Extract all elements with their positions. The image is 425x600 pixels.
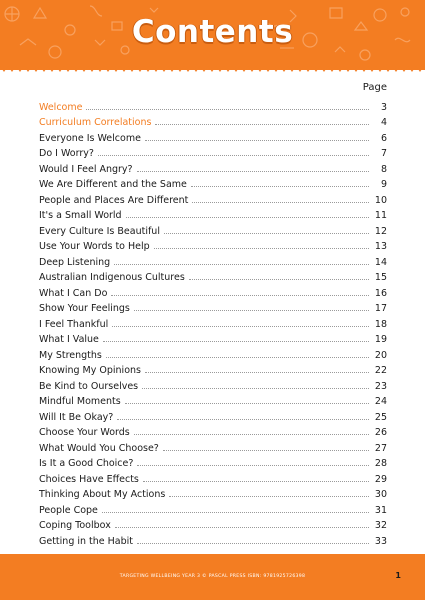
page-column-label: Page: [362, 82, 387, 93]
toc-entry-page: 18: [374, 318, 387, 330]
toc-entry-title: My Strengths: [39, 349, 102, 361]
toc-entry[interactable]: [39, 516, 387, 532]
toc-entry-title: Deep Listening: [39, 256, 111, 268]
toc-entry-title: What I Value: [39, 334, 99, 345]
toc-entry[interactable]: [39, 500, 387, 516]
dot-leader: [98, 155, 369, 156]
toc-entry-page: 11: [374, 210, 387, 221]
dot-leader: [86, 109, 369, 110]
toc-entry-page: 22: [374, 365, 387, 376]
dot-leader: [191, 186, 369, 187]
toc-entry-title: Everyone Is Welcome: [39, 132, 141, 144]
toc-entry[interactable]: [39, 392, 387, 408]
toc-entry-page: 31: [374, 504, 387, 516]
toc-entry-page: 10: [374, 194, 387, 206]
toc-entry[interactable]: [39, 345, 387, 361]
zigzag-edge: [0, 66, 425, 74]
header-banner: [0, 0, 425, 70]
toc-entry-page: 3: [380, 101, 387, 113]
toc-entry-page: 7: [380, 148, 387, 159]
toc-entry-title: People and Places Are Different: [39, 194, 189, 206]
dot-leader: [192, 202, 369, 203]
toc-entry-page: 23: [374, 380, 387, 392]
dot-leader: [137, 465, 369, 466]
toc-entry-title: Show Your Feelings: [39, 303, 130, 314]
dot-leader: [145, 372, 369, 373]
toc-entry[interactable]: [39, 190, 387, 206]
toc-entry[interactable]: [39, 423, 387, 439]
toc-entry-page: 15: [374, 272, 387, 283]
footer-copyright: TARGETING WELLBEING YEAR 3 © PASCAL PRESS ISBN: 9781925726398: [119, 574, 306, 579]
toc-entry[interactable]: [39, 128, 387, 144]
toc-entry[interactable]: [39, 361, 387, 377]
dot-leader: [137, 543, 369, 544]
toc-entry-title: Do I Worry?: [39, 148, 94, 159]
toc-entry[interactable]: [39, 469, 387, 485]
toc-entry-page: 30: [374, 489, 387, 500]
toc-entry-page: 17: [374, 303, 387, 314]
dot-leader: [163, 450, 369, 451]
toc-entry-title: Coping Toolbox: [39, 520, 111, 531]
toc-entry[interactable]: [39, 376, 387, 392]
toc-entry-title: Use Your Words to Help: [39, 241, 150, 252]
toc-entry-page: 32: [374, 520, 387, 531]
dot-leader: [117, 419, 369, 420]
toc-entry-page: 8: [380, 163, 387, 175]
toc-entry-page: 24: [374, 396, 387, 407]
table-of-contents: [39, 97, 387, 547]
dot-leader: [126, 217, 369, 218]
toc-entry-page: 9: [380, 179, 387, 190]
toc-entry-title: Will It Be Okay?: [39, 411, 114, 423]
toc-entry-title: We Are Different and the Same: [39, 179, 187, 190]
toc-entry-title: Knowing My Opinions: [39, 365, 141, 376]
toc-entry-page: 19: [374, 334, 387, 345]
dot-leader: [112, 326, 369, 327]
footer-banner: [0, 554, 425, 600]
dot-leader: [137, 171, 369, 172]
dot-leader: [134, 434, 369, 435]
dot-leader: [155, 124, 369, 125]
toc-entry[interactable]: [39, 299, 387, 315]
toc-entry-page: 29: [374, 473, 387, 485]
toc-entry[interactable]: [39, 330, 387, 346]
toc-entry-page: 14: [374, 256, 387, 268]
toc-entry[interactable]: [39, 314, 387, 330]
dot-leader: [145, 140, 369, 141]
toc-entry-title: Is It a Good Choice?: [39, 458, 134, 469]
toc-entry-page: 16: [374, 287, 387, 299]
toc-entry[interactable]: [39, 237, 387, 253]
toc-entry-title: What Would You Choose?: [39, 442, 159, 454]
toc-entry-page: 4: [380, 117, 387, 128]
dot-leader: [102, 512, 369, 513]
toc-entry-page: 28: [374, 458, 387, 469]
toc-entry[interactable]: [39, 438, 387, 454]
dot-leader: [143, 481, 369, 482]
toc-entry[interactable]: [39, 113, 387, 129]
toc-entry-title: People Cope: [39, 504, 98, 516]
toc-entry[interactable]: [39, 407, 387, 423]
page-title: Contents: [131, 14, 294, 50]
toc-entry[interactable]: [39, 252, 387, 268]
dot-leader: [115, 527, 369, 528]
toc-entry-title: It's a Small World: [39, 210, 122, 221]
dot-leader: [189, 279, 369, 280]
toc-entry-page: 12: [374, 225, 387, 237]
toc-entry-title: Australian Indigenous Cultures: [39, 272, 185, 283]
toc-entry-page: 13: [374, 241, 387, 252]
toc-entry-page: 25: [374, 411, 387, 423]
toc-entry-title: Welcome: [39, 101, 83, 113]
toc-entry-title: Choose Your Words: [39, 427, 130, 438]
dot-leader: [103, 341, 369, 342]
toc-entry-title: Mindful Moments: [39, 396, 121, 407]
dot-leader: [125, 403, 369, 404]
toc-entry[interactable]: [39, 175, 387, 191]
toc-entry-page: 6: [380, 132, 387, 144]
toc-entry-title: Getting in the Habit: [39, 535, 134, 547]
dot-leader: [164, 233, 369, 234]
toc-entry[interactable]: [39, 268, 387, 284]
toc-entry-title: Would I Feel Angry?: [39, 163, 133, 175]
toc-entry[interactable]: [39, 531, 387, 547]
toc-entry[interactable]: [39, 206, 387, 222]
toc-entry-title: What I Can Do: [39, 287, 108, 299]
toc-entry-page: 26: [374, 427, 387, 438]
toc-entry[interactable]: [39, 144, 387, 160]
page-number: 1: [395, 571, 401, 580]
toc-entry[interactable]: [39, 221, 387, 237]
toc-entry-title: Thinking About My Actions: [39, 489, 166, 500]
toc-entry-page: 20: [374, 349, 387, 361]
dot-leader: [154, 248, 369, 249]
toc-entry-page: 27: [374, 442, 387, 454]
dot-leader: [114, 264, 369, 265]
toc-entry[interactable]: [39, 283, 387, 299]
toc-entry-title: I Feel Thankful: [39, 318, 109, 330]
toc-entry-title: Be Kind to Ourselves: [39, 380, 139, 392]
toc-entry-title: Choices Have Effects: [39, 473, 139, 485]
toc-entry-title: Every Culture Is Beautiful: [39, 225, 160, 237]
dot-leader: [111, 295, 369, 296]
dot-leader: [169, 496, 369, 497]
dot-leader: [142, 388, 369, 389]
toc-entry[interactable]: [39, 159, 387, 175]
dot-leader: [106, 357, 369, 358]
toc-entry[interactable]: [39, 97, 387, 113]
dot-leader: [134, 310, 369, 311]
toc-entry[interactable]: [39, 454, 387, 470]
toc-entry[interactable]: [39, 485, 387, 501]
toc-entry-page: 33: [374, 535, 387, 547]
toc-entry-title: Curriculum Correlations: [39, 117, 152, 128]
